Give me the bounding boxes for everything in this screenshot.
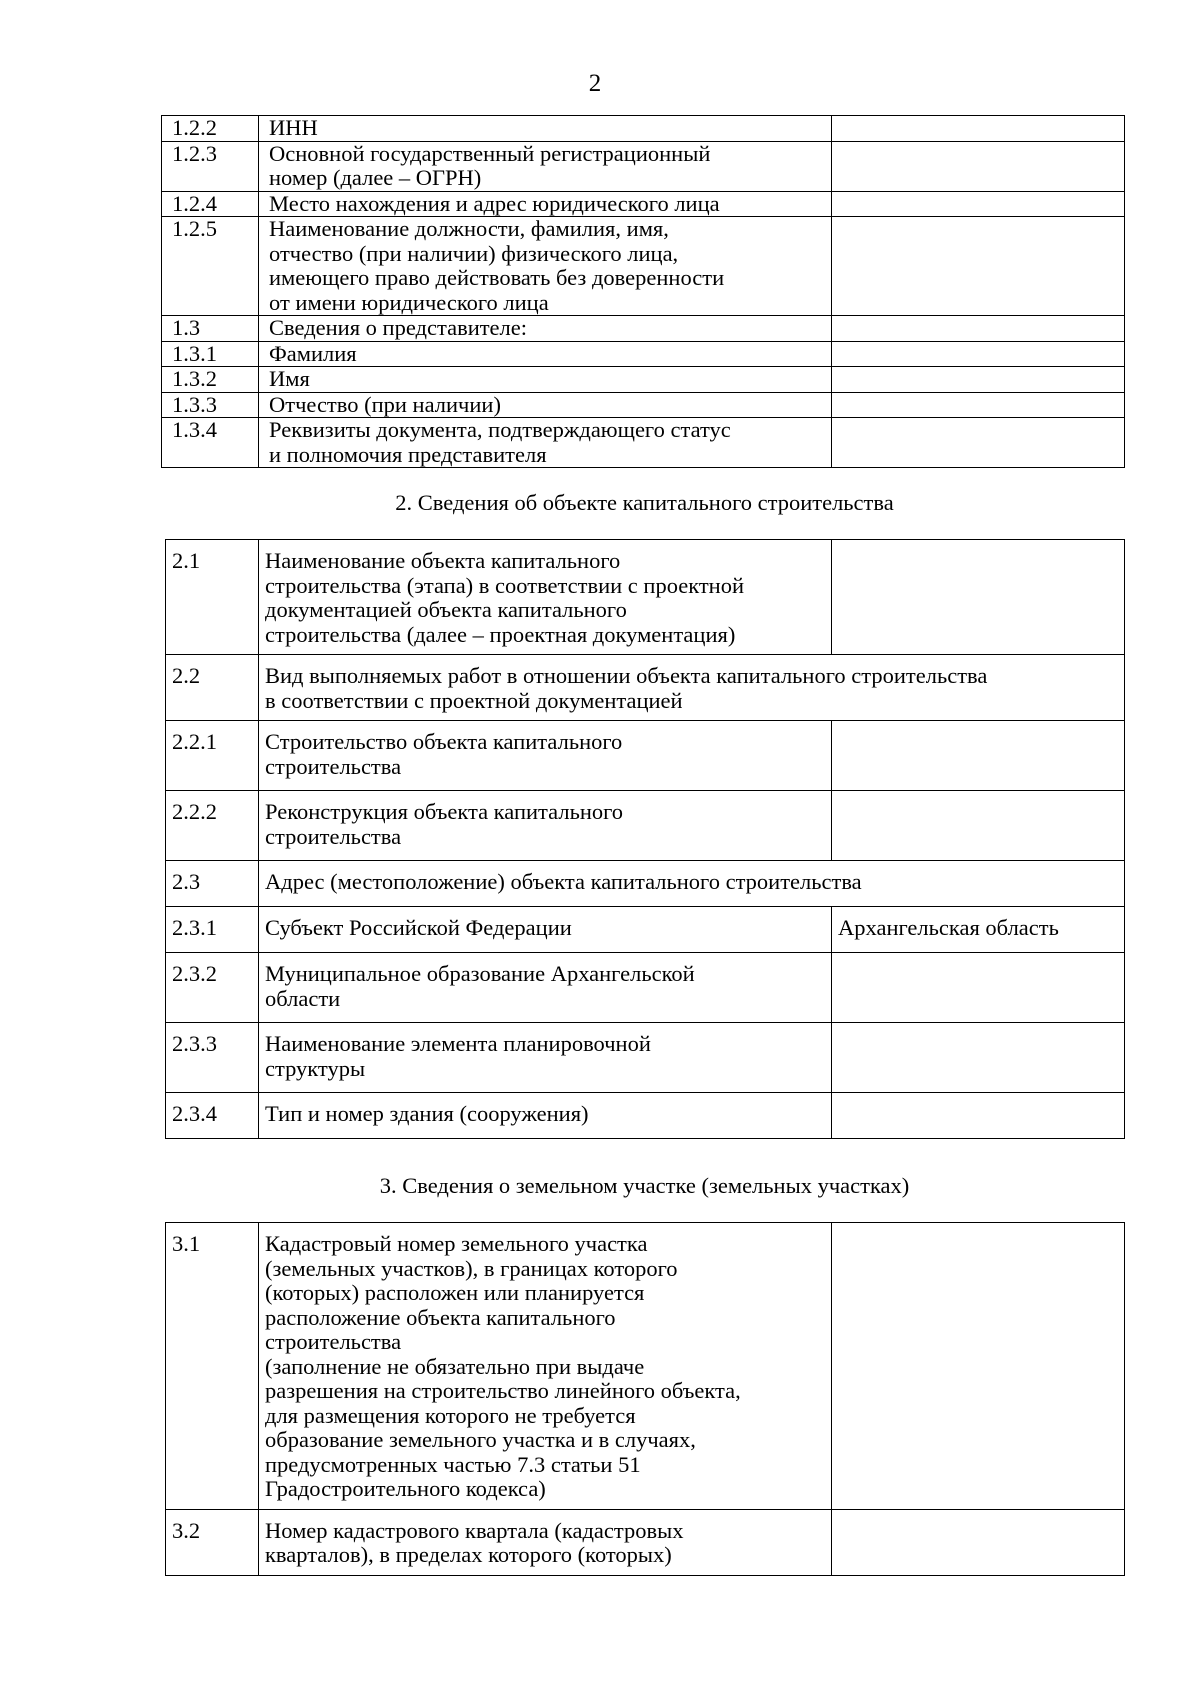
row-label: Реквизиты документа, подтверждающего статус и полномочия представителя [259, 418, 832, 468]
table-row [166, 540, 1125, 655]
table-row [162, 191, 1125, 217]
row-label: Сведения о представителе: [259, 316, 832, 342]
row-value [832, 953, 1125, 1023]
row-number: 1.3.2 [162, 367, 259, 393]
table-row [166, 861, 1125, 907]
row-number: 2.2.1 [166, 721, 259, 791]
row-label: Фамилия [259, 341, 832, 367]
row-label: Наименование объекта капитального строительства (этапа) в соответствии с проектной документацией объекта капитального строительства (далее – проектная документация) [259, 540, 832, 655]
row-label: Отчество (при наличии) [259, 392, 832, 418]
row-number: 2.2.2 [166, 791, 259, 861]
table-row [162, 392, 1125, 418]
row-label: Основной государственный регистрационный номер (далее – ОГРН) [259, 141, 832, 191]
row-value [832, 721, 1125, 791]
row-label: Реконструкция объекта капитального строительства [259, 791, 832, 861]
table-row [162, 367, 1125, 393]
table-row [166, 721, 1125, 791]
row-label: Вид выполняемых работ в отношении объекта капитального строительства в соответствии с проектной документацией [259, 655, 1125, 721]
row-label: Наименование элемента планировочной структуры [259, 1023, 832, 1093]
row-value [832, 392, 1125, 418]
table-row [162, 116, 1125, 142]
row-number: 2.1 [166, 540, 259, 655]
construction-object-table [165, 539, 1125, 1139]
row-number: 1.3 [162, 316, 259, 342]
row-number: 1.3.1 [162, 341, 259, 367]
applicant-table [161, 115, 1125, 468]
row-value: Архангельская область [832, 907, 1125, 953]
table-row [162, 341, 1125, 367]
row-value [832, 141, 1125, 191]
row-value [832, 1093, 1125, 1139]
row-label: Субъект Российской Федерации [259, 907, 832, 953]
table-row [162, 316, 1125, 342]
table-row [166, 907, 1125, 953]
row-label: Кадастровый номер земельного участка (земельных участков), в границах которого (которых) расположен или планируется расположение объекта капитального строительства (заполнение не обязательно при выдаче разрешения на строительство линейного объекта, для размещения которого не требуется образование земельного участка и в случаях, предусмотренных частью 7.3 статьи 51 Градостроительного кодекса) [259, 1223, 832, 1510]
row-value [832, 1509, 1125, 1575]
row-number: 1.2.5 [162, 217, 259, 316]
table-row [166, 953, 1125, 1023]
table-row [166, 1023, 1125, 1093]
row-number: 2.3 [166, 861, 259, 907]
table-row [162, 141, 1125, 191]
table-row [166, 1509, 1125, 1575]
row-label: ИНН [259, 116, 832, 142]
row-value [832, 191, 1125, 217]
table-row [166, 655, 1125, 721]
row-number: 1.2.3 [162, 141, 259, 191]
row-value [832, 418, 1125, 468]
row-label: Муниципальное образование Архангельской области [259, 953, 832, 1023]
row-number: 1.3.3 [162, 392, 259, 418]
row-label: Строительство объекта капитального строительства [259, 721, 832, 791]
land-plot-table [165, 1222, 1125, 1576]
row-label: Наименование должности, фамилия, имя, отчество (при наличии) физического лица, имеющего право действовать без доверенности от имени юридического лица [259, 217, 832, 316]
row-label: Адрес (местоположение) объекта капитального строительства [259, 861, 1125, 907]
row-value [832, 791, 1125, 861]
row-number: 2.3.3 [166, 1023, 259, 1093]
row-value [832, 217, 1125, 316]
row-value [832, 540, 1125, 655]
row-number: 2.3.4 [166, 1093, 259, 1139]
row-number: 2.3.1 [166, 907, 259, 953]
row-value [832, 116, 1125, 142]
row-value [832, 1023, 1125, 1093]
row-number: 1.2.2 [162, 116, 259, 142]
page-number: 2 [588, 70, 602, 97]
row-label: Имя [259, 367, 832, 393]
section-2-heading: 2. Сведения об объекте капитального строительства [395, 490, 894, 515]
row-value [832, 1223, 1125, 1510]
row-value [832, 316, 1125, 342]
row-number: 2.2 [166, 655, 259, 721]
table-row [166, 1223, 1125, 1510]
section-3-heading: 3. Сведения о земельном участке (земельных участках) [379, 1173, 910, 1198]
row-number: 3.1 [166, 1223, 259, 1510]
row-label: Место нахождения и адрес юридического лица [259, 191, 832, 217]
table-row [166, 791, 1125, 861]
row-number: 3.2 [166, 1509, 259, 1575]
row-number: 1.2.4 [162, 191, 259, 217]
row-value [832, 341, 1125, 367]
row-number: 2.3.2 [166, 953, 259, 1023]
table-row [166, 1093, 1125, 1139]
row-label: Тип и номер здания (сооружения) [259, 1093, 832, 1139]
table-row [162, 217, 1125, 316]
table-row [162, 418, 1125, 468]
row-label: Номер кадастрового квартала (кадастровых кварталов), в пределах которого (которых) [259, 1509, 832, 1575]
row-number: 1.3.4 [162, 418, 259, 468]
row-value [832, 367, 1125, 393]
